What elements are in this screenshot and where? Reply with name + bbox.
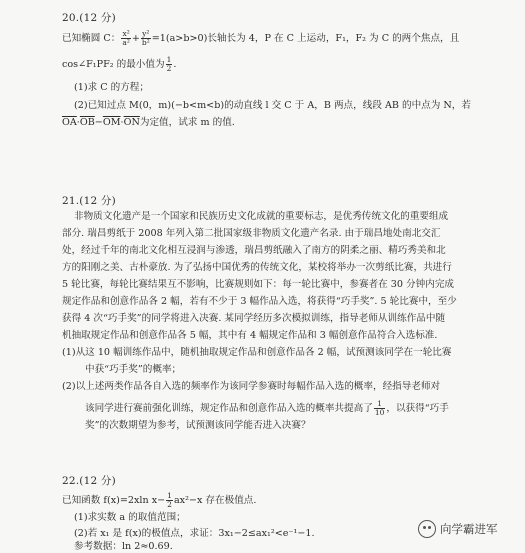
q21-sub-2-end: 奖”的次数期望为参考，试预测该同学能否进入决赛？ bbox=[85, 420, 311, 431]
q20-part-2-cont bbox=[62, 117, 235, 129]
q21-line: 5 轮比赛，每轮比赛结果互不影响，比赛规则如下：每一轮比赛中，参赛者在 30 分钟内完成 bbox=[62, 279, 455, 290]
text: + bbox=[131, 33, 140, 44]
text: 已知函数 f(x)=2xln x− bbox=[62, 495, 166, 506]
q21-sub-1: (1)从这 10 幅训练作品中，随机抽取规定作品和创意作品各 2 幅，试预测该同学在一轮比赛 bbox=[62, 347, 452, 358]
watermark bbox=[418, 520, 498, 538]
text: · bbox=[76, 117, 80, 128]
vector: $\overline{OB}$ bbox=[79, 117, 95, 128]
text: · bbox=[120, 117, 124, 128]
q21-line: 非物质文化遗产是一个国家和民族历史文化成就的重要标志，是优秀传统文化的重要组成 bbox=[74, 211, 449, 222]
q20-line-1 bbox=[62, 30, 459, 47]
numerator: 1 bbox=[167, 491, 172, 500]
denominator: 2 bbox=[167, 500, 172, 509]
q21-line: 部分. 瑞昌剪纸于 2008 年列入第二批国家级非物质文化遗产名录. 由于瑞昌地处南北交汇 bbox=[62, 228, 441, 239]
text: − bbox=[94, 117, 103, 128]
numerator: 1 bbox=[374, 400, 386, 409]
q22-part-1: (1)求实数 a 的取值范围； bbox=[74, 512, 186, 523]
denominator: 10 bbox=[374, 408, 385, 417]
vector: $\overline{OA}$ bbox=[62, 117, 77, 128]
q22-reference: 参考数据：ln 2≈0.69. bbox=[74, 541, 173, 552]
text: 已知椭圆 C： bbox=[62, 33, 121, 44]
q21-line: 方的阳刚之美、古朴豪放. 为了弘扬中国优秀的传统文化，某校将举办一次剪纸比赛，共进行 bbox=[62, 262, 452, 273]
q21-line: 获得 4 次“巧手奖”的同学将进入决赛. 某同学经历多次模拟训练，指导老师从训练作品中随 bbox=[62, 313, 446, 324]
text: ，以获得“巧手 bbox=[386, 403, 449, 414]
watermark-text: 向学霸进军 bbox=[440, 522, 498, 536]
numerator: x² bbox=[122, 29, 130, 38]
text: =1(a>b>0)长轴长为 4，P 在 C 上运动，F₁，F₂ 为 C 的两个焦点，且 bbox=[151, 33, 460, 44]
q21-sub-2-cont bbox=[85, 400, 449, 417]
fraction bbox=[141, 30, 151, 47]
text: ax²−x 存在极值点. bbox=[173, 495, 257, 506]
numerator: y² bbox=[142, 29, 150, 38]
q21-sub-1-cont: 中获“巧手奖”的概率； bbox=[85, 364, 182, 375]
text: cos∠F₁PF₂ 的最小值为 bbox=[62, 59, 165, 70]
q21-line: 规定作品和创意作品各 2 幅，若有不少于 3 幅作品入选，将获得“巧手奖”. 5 轮比赛中，至少 bbox=[62, 296, 457, 307]
denominator: 2 bbox=[166, 64, 172, 73]
q20-part-2: (2)已知过点 M(0，m)(−b<m<b)的动直线 l 交 C 于 A，B 两点，线段 AB 的中点为 N，若 bbox=[74, 100, 471, 111]
text: 该同学进行赛前强化训练，规定作品和创意作品入选的概率共提高了 bbox=[85, 403, 373, 414]
vector: $\overline{ON}$ bbox=[123, 117, 140, 128]
text: 为定值，试求 m 的值. bbox=[139, 117, 235, 128]
wechat-icon bbox=[418, 520, 436, 538]
numerator: 1 bbox=[166, 55, 172, 64]
q20-line-2 bbox=[62, 56, 176, 73]
denominator: b² bbox=[141, 38, 150, 47]
q22-part-2: (2)若 x₁ 是 f(x)的极值点，求证：3x₁−2≤ax₁²<e⁻¹−1. bbox=[74, 528, 315, 539]
q21-line: 处，经过千年的南北文化相互浸润与渗透，瑞昌剪纸融入了南方的阴柔之丽、精巧秀美和北 bbox=[62, 245, 446, 256]
q20-part-1: (1)求 C 的方程； bbox=[74, 82, 149, 93]
q21-sub-2: (2)以上述两类作品各自入选的频率作为该同学参赛时每幅作品入选的概率，经指导老师对 bbox=[62, 381, 441, 392]
q22-line-1 bbox=[62, 492, 256, 509]
fraction bbox=[166, 492, 173, 509]
text: . bbox=[173, 59, 177, 70]
fraction bbox=[374, 400, 386, 417]
question-number: 20.(12 分) bbox=[62, 12, 116, 24]
denominator: a² bbox=[122, 38, 130, 47]
fraction bbox=[121, 30, 130, 47]
question-number: 21.(12 分) bbox=[62, 195, 116, 207]
question-number: 22.(12 分) bbox=[62, 475, 116, 487]
q21-line: 机抽取规定作品和创意作品各 5 幅，其中有 4 幅规定作品和 3 幅创意作品符合入选标准. bbox=[62, 330, 438, 341]
fraction bbox=[166, 56, 173, 73]
vector: $\overline{OM}$ bbox=[102, 117, 121, 128]
